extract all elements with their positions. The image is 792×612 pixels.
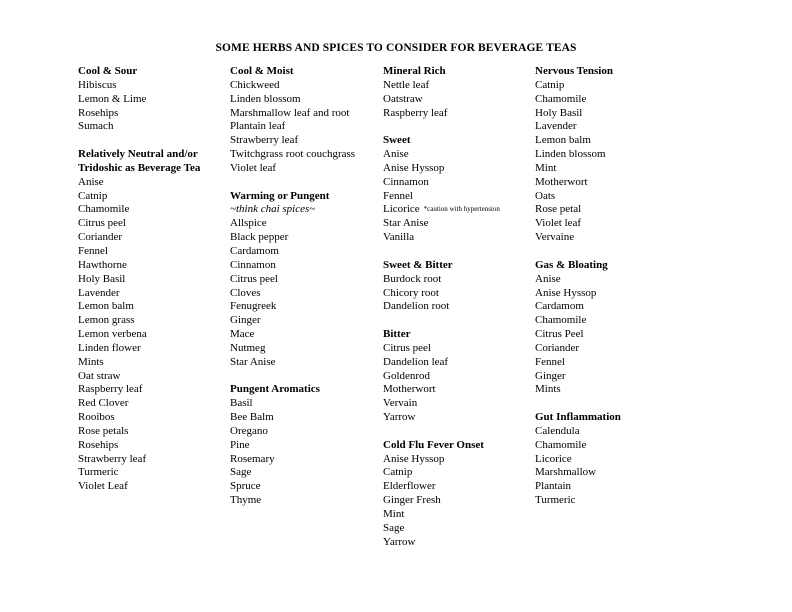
- caution-note: *caution with hypertension: [423, 205, 500, 214]
- list-item: Sage: [230, 466, 252, 479]
- list-item: Allspice: [230, 217, 267, 230]
- list-item: Marshmallow: [535, 466, 597, 479]
- list-item: Twitchgrass root couchgrass: [230, 148, 356, 161]
- list-item: Coriander: [535, 341, 579, 354]
- list-item: Holy Basil: [535, 106, 583, 119]
- section-gas-and-bloating: [535, 259, 685, 397]
- list-item: Cardamom: [535, 300, 584, 313]
- list-item: Strawberry leaf: [78, 452, 147, 465]
- list-item: Turmeric: [78, 466, 119, 479]
- section-heading: Sweet: [383, 134, 411, 147]
- page-title: SOME HERBS AND SPICES TO CONSIDER FOR BEVERAGE TEAS: [215, 42, 577, 54]
- list-item: Sumach: [78, 120, 114, 133]
- column-1: [78, 65, 228, 508]
- column-2: [230, 65, 380, 522]
- list-item: Nutmeg: [230, 341, 266, 354]
- list-item: Lemon balm: [535, 134, 591, 147]
- list-item: Oatstraw: [383, 92, 423, 105]
- list-item: Citrus peel: [78, 217, 126, 230]
- list-item: Linden blossom: [230, 92, 301, 105]
- section-heading: Relatively Neutral and/or: [78, 148, 198, 161]
- list-item: Chamomile: [535, 314, 587, 327]
- section-heading: Bitter: [383, 328, 411, 341]
- list-item: [383, 203, 533, 217]
- list-item: Lemon & Lime: [78, 92, 147, 105]
- list-item: Yarrow: [383, 411, 416, 424]
- list-item: Anise Hyssop: [383, 161, 445, 174]
- list-item: Dandelion root: [383, 300, 450, 313]
- section-heading: Cool & Sour: [78, 65, 138, 77]
- section-heading: Gut Inflammation: [535, 411, 621, 424]
- column-4: [535, 65, 685, 522]
- list-item: Citrus peel: [230, 272, 278, 285]
- list-item: Ginger Fresh: [383, 494, 441, 507]
- list-item: Mace: [230, 328, 255, 341]
- list-item: Rose petal: [535, 203, 582, 216]
- list-item: Anise: [535, 272, 561, 285]
- section-heading: Warming or Pungent: [230, 189, 330, 202]
- list-item: Nettle leaf: [383, 78, 430, 91]
- section-subheading: ~think chai spices~: [230, 203, 316, 216]
- list-item: Ginger: [535, 369, 566, 382]
- list-item: Cinnamon: [230, 258, 276, 271]
- list-item: Vanilla: [383, 231, 415, 244]
- list-item: Elderflower: [383, 480, 436, 493]
- list-item: Ginger: [230, 314, 261, 327]
- list-item: Spruce: [230, 480, 261, 493]
- list-item: Sage: [383, 521, 405, 534]
- list-item: Oats: [535, 189, 556, 202]
- section-sweet: [383, 134, 533, 245]
- list-item-label: Licorice: [383, 203, 420, 216]
- list-item: Hawthorne: [78, 258, 127, 271]
- list-item: Pine: [230, 438, 250, 451]
- list-item: Calendula: [535, 424, 580, 437]
- list-item: Cinnamon: [383, 175, 429, 188]
- section-heading: Cold Flu Fever Onset: [383, 438, 484, 451]
- list-item: Thyme: [230, 494, 262, 507]
- section-heading: Sweet & Bitter: [383, 258, 453, 271]
- list-item: Catnip: [535, 78, 565, 91]
- list-item: Chamomile: [78, 203, 130, 216]
- section-heading: Nervous Tension: [535, 65, 613, 77]
- list-item: Bee Balm: [230, 411, 274, 424]
- list-item: Anise: [383, 148, 409, 161]
- section-sweet-and-bitter: [383, 259, 533, 314]
- list-item: Vervaine: [535, 231, 575, 244]
- list-item: Chamomile: [535, 438, 587, 451]
- section-heading: Gas & Bloating: [535, 258, 608, 271]
- list-item: Catnip: [78, 189, 108, 202]
- list-item: Violet leaf: [230, 161, 277, 174]
- list-item: Basil: [230, 397, 253, 410]
- section-heading: Tridoshic as Beverage Tea: [78, 161, 201, 174]
- list-item: Rose petals: [78, 424, 129, 437]
- list-item: Rooibos: [78, 411, 115, 424]
- list-item: Mint: [535, 161, 557, 174]
- list-item: Yarrow: [383, 535, 416, 548]
- list-item: Linden blossom: [535, 148, 606, 161]
- list-item: Turmeric: [535, 494, 576, 507]
- list-item: Motherwort: [383, 383, 436, 396]
- list-item: Lemon balm: [78, 300, 134, 313]
- list-item: Citrus peel: [383, 341, 431, 354]
- list-item: Oregano: [230, 424, 268, 437]
- list-item: Citrus Peel: [535, 328, 584, 341]
- list-item: Violet leaf: [535, 217, 582, 230]
- list-item: Catnip: [383, 466, 413, 479]
- section-relatively-neutral-and-or-tridoshic-as-beverage-tea: [78, 148, 228, 494]
- list-item: Rosemary: [230, 452, 275, 465]
- list-item: Star Anise: [230, 355, 276, 368]
- list-item: Goldenrod: [383, 369, 431, 382]
- section-mineral-rich: [383, 65, 533, 120]
- list-item: Hibiscus: [78, 78, 117, 91]
- list-item: Mint: [383, 508, 405, 520]
- list-item: Lemon grass: [78, 314, 135, 327]
- section-cold-flu-fever-onset: [383, 439, 533, 550]
- list-item: Anise Hyssop: [383, 452, 445, 465]
- list-item: Rosehips: [78, 438, 119, 451]
- column-3: [383, 65, 533, 563]
- list-item: Lavender: [78, 286, 120, 299]
- list-item: Fennel: [535, 355, 565, 368]
- section-gut-inflammation: [535, 411, 685, 508]
- list-item: Fenugreek: [230, 300, 277, 313]
- list-item: Fennel: [383, 189, 413, 202]
- section-heading: Mineral Rich: [383, 65, 446, 77]
- list-item: Strawberry leaf: [230, 134, 299, 147]
- section-cool-and-sour: [78, 65, 228, 134]
- list-item: Fennel: [78, 244, 108, 257]
- section-nervous-tension: [535, 65, 685, 245]
- list-item: Vervain: [383, 397, 418, 410]
- list-item: Lavender: [535, 120, 577, 133]
- list-item: Oat straw: [78, 369, 121, 382]
- list-item: Plantain leaf: [230, 120, 286, 133]
- list-item: Raspberry leaf: [383, 106, 448, 119]
- list-item: Lemon verbena: [78, 328, 147, 341]
- list-item: Cloves: [230, 286, 261, 299]
- list-item: Rosehips: [78, 106, 119, 119]
- list-item: Raspberry leaf: [78, 383, 143, 396]
- section-cool-and-moist: [230, 65, 380, 176]
- list-item: Anise: [78, 175, 104, 188]
- list-item: Holy Basil: [78, 272, 126, 285]
- section-warming-or-pungent: [230, 190, 380, 370]
- section-heading: Pungent Aromatics: [230, 383, 320, 396]
- list-item: Licorice: [535, 452, 572, 465]
- list-item: Plantain: [535, 480, 572, 493]
- list-item: Mints: [535, 383, 561, 396]
- list-item: Dandelion leaf: [383, 355, 449, 368]
- list-item: Anise Hyssop: [535, 286, 597, 299]
- list-item: Chickweed: [230, 78, 280, 91]
- section-pungent-aromatics: [230, 383, 380, 508]
- list-item: Coriander: [78, 231, 122, 244]
- list-item: Cardamom: [230, 244, 279, 257]
- list-item: Burdock root: [383, 272, 442, 285]
- list-item: Chamomile: [535, 92, 587, 105]
- list-item: Violet Leaf: [78, 480, 128, 493]
- list-item: Motherwort: [535, 175, 588, 188]
- list-item: Marshmallow leaf and root: [230, 106, 350, 119]
- section-heading: Cool & Moist: [230, 65, 294, 77]
- section-bitter: [383, 328, 533, 425]
- list-item: Black pepper: [230, 231, 289, 244]
- list-item: Mints: [78, 355, 104, 368]
- list-item: Linden flower: [78, 341, 141, 354]
- list-item: Red Clover: [78, 397, 129, 410]
- list-item: Star Anise: [383, 217, 429, 230]
- list-item: Chicory root: [383, 286, 439, 299]
